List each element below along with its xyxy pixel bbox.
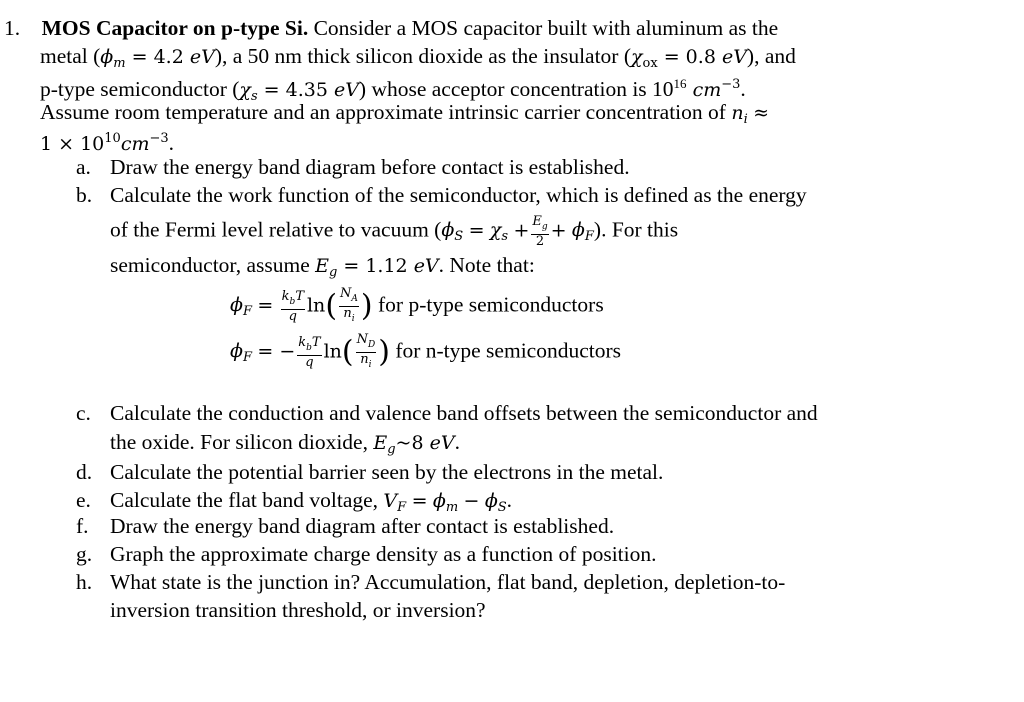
part-b-line-2: of the Fermi level relative to vacuum ($\phi_S = \chi_s$ + $\frac{E_g}{2}$ + $\phi_F$). For this (110, 214, 679, 249)
equation-n-type-desc: for n-type semiconductors (395, 338, 621, 363)
part-c-line-2: the oxide. For silicon dioxide, $E_g\sim 8$ eV. (110, 430, 460, 457)
problem-line-4: Assume room temperature and an approximate intrinsic carrier concentration of $n_i$ ≈ (40, 100, 770, 127)
equation-n-type: $\phi_F$ = − $\frac{k_bT}{q}$ ln( $\frac{N_D}{n_i}$ ) for n-type semiconductors (230, 332, 621, 370)
part-e-label: e. (76, 488, 91, 512)
part-a (76, 153, 630, 181)
part-h-line-1: h. What state is the junction in? Accumulation, flat band, depletion, depletion-to- (76, 570, 786, 594)
part-d: d. Calculate the potential barrier seen by the electrons in the metal. (76, 460, 664, 484)
problem-line-2: metal ($\phi_m = 4.2$ eV), a 50 nm thick silicon dioxide as the insulator ($\chi_{ox} = 0.8$ eV), and (40, 44, 796, 71)
part-b-label: b. (76, 183, 93, 207)
part-e: e. Calculate the flat band voltage, $V_F = \phi_m - \phi_S$. (76, 488, 513, 515)
part-c-label: c. (76, 401, 91, 425)
part-g-label: g. (76, 542, 93, 566)
part-a-label: a. (76, 155, 91, 179)
part-g: g. Graph the approximate charge density as a function of position. (76, 542, 657, 566)
part-a-text: Draw the energy band diagram before contact is established. (110, 155, 630, 179)
part-b-line-3: semiconductor, assume $E_g = 1.12$ eV. Note that: (110, 253, 535, 280)
eg-over-2-fraction: $\frac{E_g}{2}$ (532, 214, 548, 249)
intro-line-1: Consider a MOS capacitor built with aluminum as the (308, 16, 779, 40)
problem-line-3: p-type semiconductor ($\chi_s = 4.35$ eV) whose acceptor concentration is $10^{16}$ $cm^{-3}$. (40, 76, 746, 104)
problem-line-5: $1 \times 10^{10}cm^{-3}$. (40, 131, 175, 155)
equation-p-type-desc: for p-type semiconductors (378, 292, 604, 317)
part-d-label: d. (76, 460, 93, 484)
problem-title: MOS Capacitor on p-type Si. (41, 16, 309, 40)
part-b-line-1: b. Calculate the work function of the semiconductor, which is defined as the energy (76, 183, 807, 207)
equation-p-type: $\phi_F$ = $\frac{k_bT}{q}$ ln( $\frac{N_A}{n_i}$ ) for p-type semiconductors (230, 286, 604, 324)
problem-line-1 (4, 14, 778, 42)
problem-number: 1. (4, 16, 21, 40)
part-h-line-2: inversion transition threshold, or inversion? (110, 598, 486, 622)
part-f: f. Draw the energy band diagram after contact is established. (76, 514, 615, 538)
part-f-label: f. (76, 514, 89, 538)
part-h-label: h. (76, 570, 93, 594)
part-c-line-1: c. Calculate the conduction and valence band offsets between the semiconductor and (76, 401, 818, 425)
